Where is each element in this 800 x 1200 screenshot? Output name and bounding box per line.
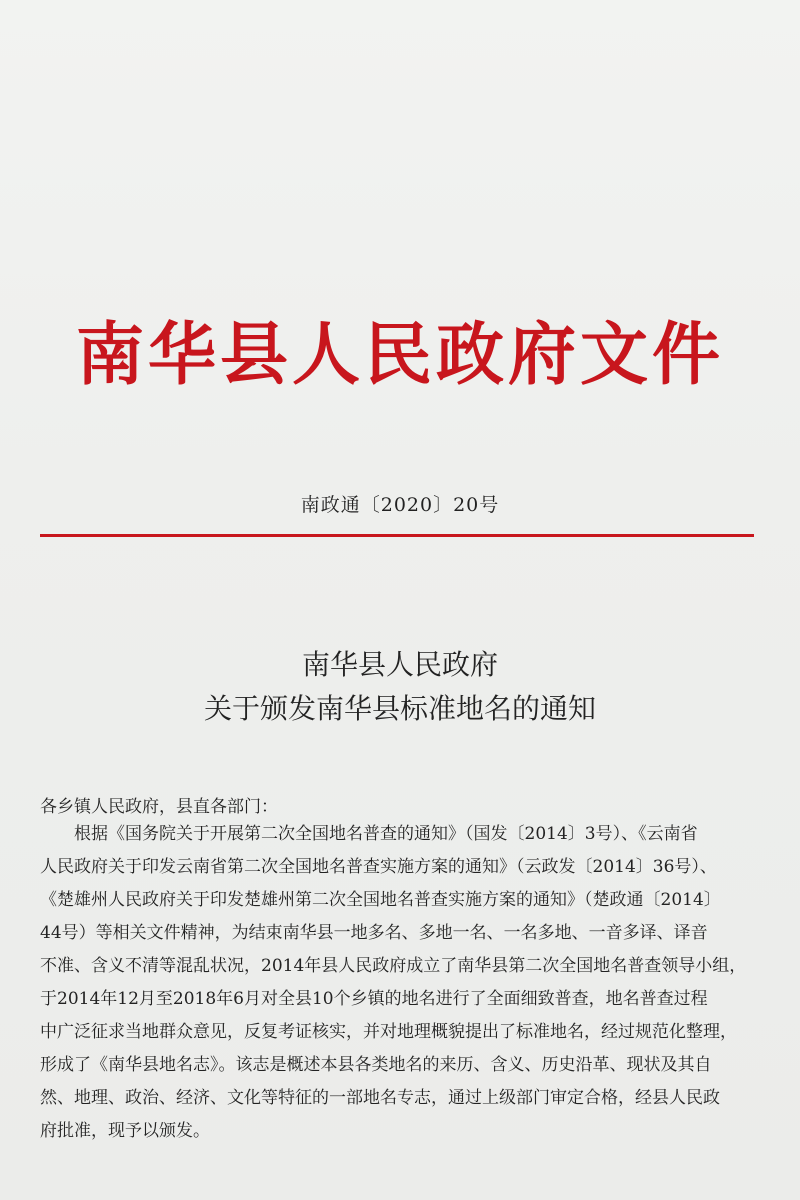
body-line: 根据《国务院关于开展第二次全国地名普查的通知》（国发〔2014〕3号）、《云南省 [74, 824, 698, 844]
red-divider-line [40, 534, 754, 537]
body-line: 《楚雄州人民政府关于印发楚雄州第二次全国地名普查实施方案的通知》（楚政通〔2014〕 [40, 890, 721, 910]
notice-title-line-1: 南华县人民政府 [301, 648, 498, 681]
notice-title-line-2: 关于颁发南华县标准地名的通知 [203, 692, 596, 725]
body-line: 然、地理、政治、经济、文化等特征的一部地名专志，通过上级部门审定合格，经县人民政 [40, 1088, 720, 1108]
body-line: 人民政府关于印发云南省第二次全国地名普查实施方案的通知》（云政发〔2014〕36号）、 [40, 857, 717, 877]
notice-title [0, 643, 800, 731]
document-number: 南政通〔2020〕20号 [300, 494, 500, 516]
body-line: 府批准，现予以颁发。 [40, 1121, 210, 1141]
body-line: 于2014年12月至2018年6月对全县10个乡镇的地名进行了全面细致普查，地名普查过程 [40, 989, 708, 1009]
body-line: 中广泛征求当地群众意见，反复考证核实，并对地理概貌提出了标准地名，经过规范化整理， [40, 1022, 737, 1042]
body-line: 44号）等相关文件精神，为结束南华县一地多名、多地一名、一名多地、一音多译、译音 [40, 923, 708, 943]
masthead-title: 南华县人民政府文件 [75, 315, 724, 395]
body-paragraph [40, 818, 756, 1148]
body-line: 不准、含义不清等混乱状况，2014年县人民政府成立了南华县第二次全国地名普查领导小组， [40, 956, 747, 976]
salutation: 各乡镇人民政府，县直各部门： [40, 797, 278, 817]
body-line: 形成了《南华县地名志》。该志是概述本县各类地名的来历、含义、历史沿革、现状及其自 [40, 1055, 712, 1075]
